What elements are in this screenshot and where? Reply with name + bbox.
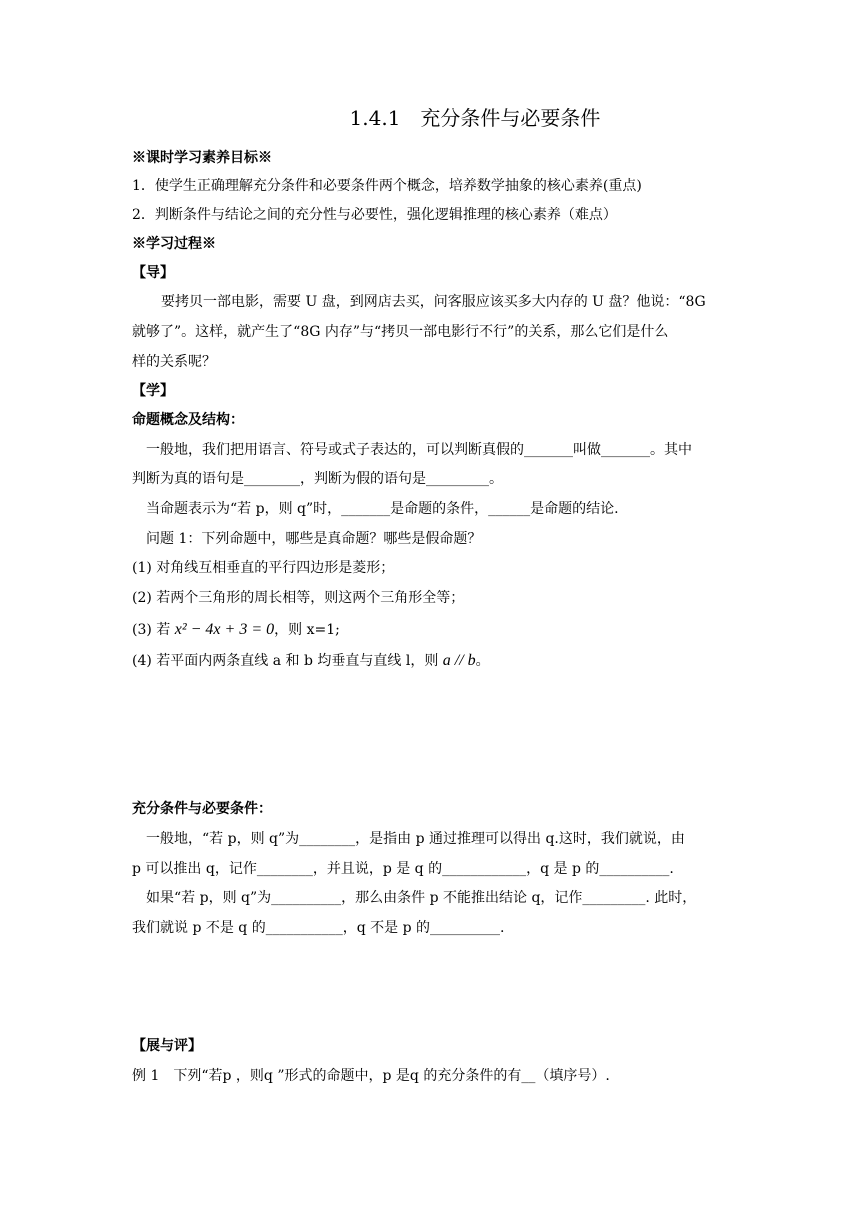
parallel-expression: a // b	[442, 652, 476, 669]
sufficient-line-3: 如果“若 p，则 q”为__________，那么由条件 p 不能推出结论 q，记作_________. 此时，	[146, 890, 697, 906]
goal-2: 2．判断条件与结论之间的充分性与必要性，强化逻辑推理的核心素养（难点）	[132, 207, 617, 223]
dao-paragraph-line-1: 要拷贝一部电影，需要 U 盘，到网店去买，问客服应该买多大内存的 U 盘？他说：“8G	[161, 294, 706, 310]
process-heading: ※学习过程※	[132, 236, 216, 252]
equation: x² − 4x + 3 = 0	[174, 621, 275, 638]
dao-paragraph-line-2: 就够了”。这样，就产生了“8G 内存”与“拷贝一部电影行不行”的关系，那么它们是什么	[132, 324, 669, 340]
zhan-heading: 【展与评】	[132, 1038, 202, 1054]
proposition-line-2: 判断为真的语句是________，判断为假的语句是_________。	[132, 471, 503, 487]
list-item-4-suffix: 。	[475, 653, 490, 669]
dao-heading: 【导】	[132, 265, 174, 281]
list-item-4-prefix: (4) 若平面内两条直线 a 和 b 均垂直与直线 l，则	[132, 653, 443, 669]
list-item-3-prefix: (3) 若	[132, 622, 175, 638]
example-1: 例 1 下列“若p ，则q ”形式的命题中，p 是q 的充分条件的有__（填序号）.	[132, 1068, 610, 1084]
list-item-4	[132, 651, 490, 671]
goal-1: 1．使学生正确理解充分条件和必要条件两个概念，培养数学抽象的核心素养(重点)	[132, 178, 642, 194]
page-title: 1.4.1 充分条件与必要条件	[349, 106, 601, 130]
dao-paragraph-line-3: 样的关系呢？	[132, 354, 216, 370]
proposition-line-3: 当命题表示为“若 p，则 q”时，_______是命题的条件，______是命题的结论.	[146, 501, 619, 517]
proposition-heading: 命题概念及结构：	[132, 412, 244, 428]
list-item-2: (2) 若两个三角形的周长相等，则这两个三角形全等；	[132, 590, 465, 606]
sufficient-necessary-heading: 充分条件与必要条件：	[132, 801, 272, 817]
sufficient-line-1: 一般地，“若 p，则 q”为________，是指由 p 通过推理可以得出 q.这时，我们就说，由	[146, 831, 685, 847]
list-item-1: (1) 对角线互相垂直的平行四边形是菱形；	[132, 560, 395, 576]
question-1: 问题 1：下列命题中，哪些是真命题？哪些是假命题？	[146, 531, 482, 547]
goals-heading: ※课时学习素养目标※	[132, 150, 272, 166]
list-item-3-suffix: ，则 x=1;	[274, 622, 340, 638]
xue-heading: 【学】	[132, 383, 174, 399]
list-item-3	[132, 620, 340, 640]
sufficient-line-4: 我们就说 p 不是 q 的___________，q 不是 p 的__________.	[132, 920, 505, 936]
proposition-line-1: 一般地，我们把用语言、符号或式子表达的，可以判断真假的_______叫做_______。其中	[146, 442, 692, 458]
sufficient-line-2: p 可以推出 q，记作________，并且说，p 是 q 的____________，q 是 p 的__________.	[132, 861, 674, 877]
